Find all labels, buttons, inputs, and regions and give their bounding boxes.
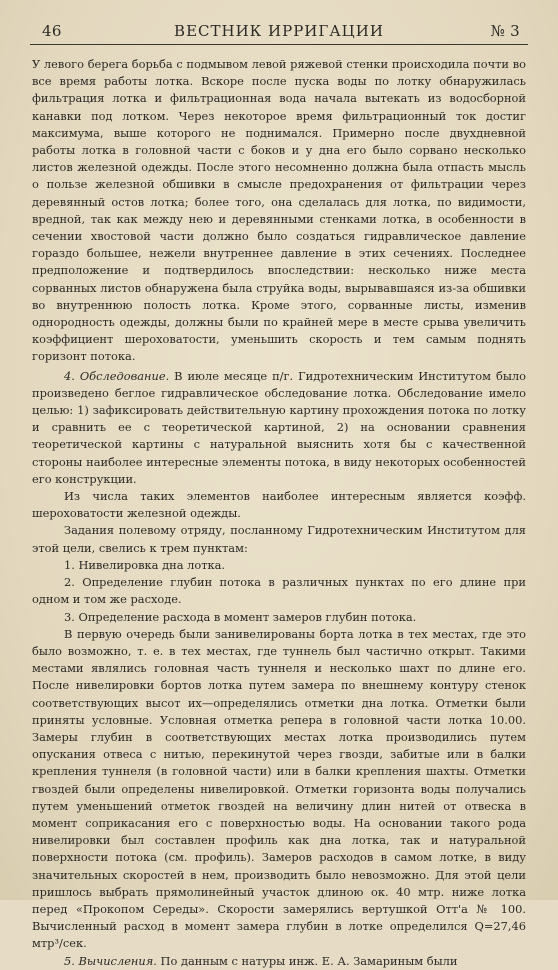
paragraph-roughness: Из числа таких элементов наиболее интересным является коэфф. шероховатости железной одежды. (32, 489, 526, 521)
paragraph-calculations (32, 953, 526, 970)
journal-title: ВЕСТНИК ИРРИГАЦИИ (174, 22, 384, 40)
task-item-2: 2. Определение глубин потока в различных пунктах по его длине при одном и том же расходе. (32, 575, 526, 607)
paragraph-tasks: Задания полевому отряду, посланному Гидротехническим Институтом для этой цели, свелись к трем пунктам: (32, 523, 526, 555)
task-item-1: 1. Нивелировка дна лотка. (64, 557, 226, 572)
section-calculations-text: По данным с натуры инж. Е. А. Замариным были (156, 953, 458, 968)
paragraph-survey (32, 368, 526, 488)
running-header (30, 22, 528, 44)
page-number: 46 (42, 22, 62, 40)
task-item-3: 3. Определение расхода в момент замеров глубин потока. (64, 609, 417, 624)
section-heading-calculations: 5. Вычисления. (64, 953, 157, 968)
header-rule (30, 44, 528, 45)
article-body (32, 56, 526, 970)
section-survey-text: В июле месяце п/г. Гидротехническим Институтом было произведено беглое гидравлическое обследование лотка. Обследование имело целью: 1) зафиксировать действительную картину прохождения потока по лотку и сравнить ее с теоретической картиной, 2) на основании сравнения теоретической картины с натуральной выяснить хотя бы с качественной стороны наиболее интересные элементы потока, в виду некоторых особенностей его конструкции. (32, 368, 526, 486)
paragraph-flume-filtration: У левого берега борьба с подмывом левой ряжевой стенки происходила почти во все время работы лотка. Вскоре после пуска воды по лотку обнаружилась фильтрация лотка и фильтрационная вода начала вытекать из водосборной канавки под лотком. Через некоторое время фильтрационный ток достиг максимума, выше которого не поднимался. Примерно после двухдневной работы лотка в головной части с боков и у дна его было сорвано несколько листов железной одежды. После этого несомненно должна была отпасть мысль о пользе железной обшивки в смысле предохранения от фильтрации через деревянный остов лотка; более того, она сделалась для лотка, по видимости, вредной, так как между нею и деревянными стенками лотка, в особенности в сечении хвостовой части должно было создаться гидравлическое давление гораздо большее, нежели внутреннее давление в этих сечениях. Последнее предположение и подтвердилось впоследствии: несколько ниже места сорванных листов обнаружена была струйка воды, вырывавшаяся из-за обшивки во внутреннюю полость лотка. Кроме этого, сорванные листы, изменив однородность одежды, должны были по крайней мере в месте срыва увеличить коэффициент шероховатости, уменьшить скорость и тем самым поднять горизонт потока. (32, 57, 526, 364)
paragraph-leveling: В первую очередь были занивелированы борта лотка в тех местах, где это было возможно, т. е. в тех местах, где туннель был частично открыт. Такими местами являлись головная часть туннеля и несколько шахт по длине его. После нивелировки бортов лотка путем замера по внешнему контуру стенок соответствующих высот их—определялись отметки дна лотка. Отметки были приняты условные. Условная отметка репера в головной части лотка 10.00. Замеры глубин в соответствующих местах лотка производились путем опускания отвеса с нитью, перекинутой через гвозди, забитые или в балки крепления туннеля (в головной части) или в балки крепления шахты. Отметки гвоздей были определены нивелировкой. Отметки горизонта воды получались путем уменьшений отметок гвоздей на величину длин нитей от отвеска в момент соприкасания его с поверхностью воды. На основании такого рода нивелировки был составлен профиль как дна лотка, так и натуральной поверхности потока (см. профиль). Замеров расходов в самом лотке, в виду значительных скоростей в нем, производить было невозможно. Для этой цели пришлось выбрать прямолинейный участок длиною ок. 40 мтр. ниже лотка перед «Прокопом Середы». Скорости замерялись вертушкой Отт'а № 100. Вычисленный расход в момент замера глубин в лотке определился Q=27,46 мтр³/сек. (32, 626, 526, 951)
section-heading-survey: 4. Обследование. (64, 368, 170, 383)
issue-number: № 3 (490, 22, 520, 40)
